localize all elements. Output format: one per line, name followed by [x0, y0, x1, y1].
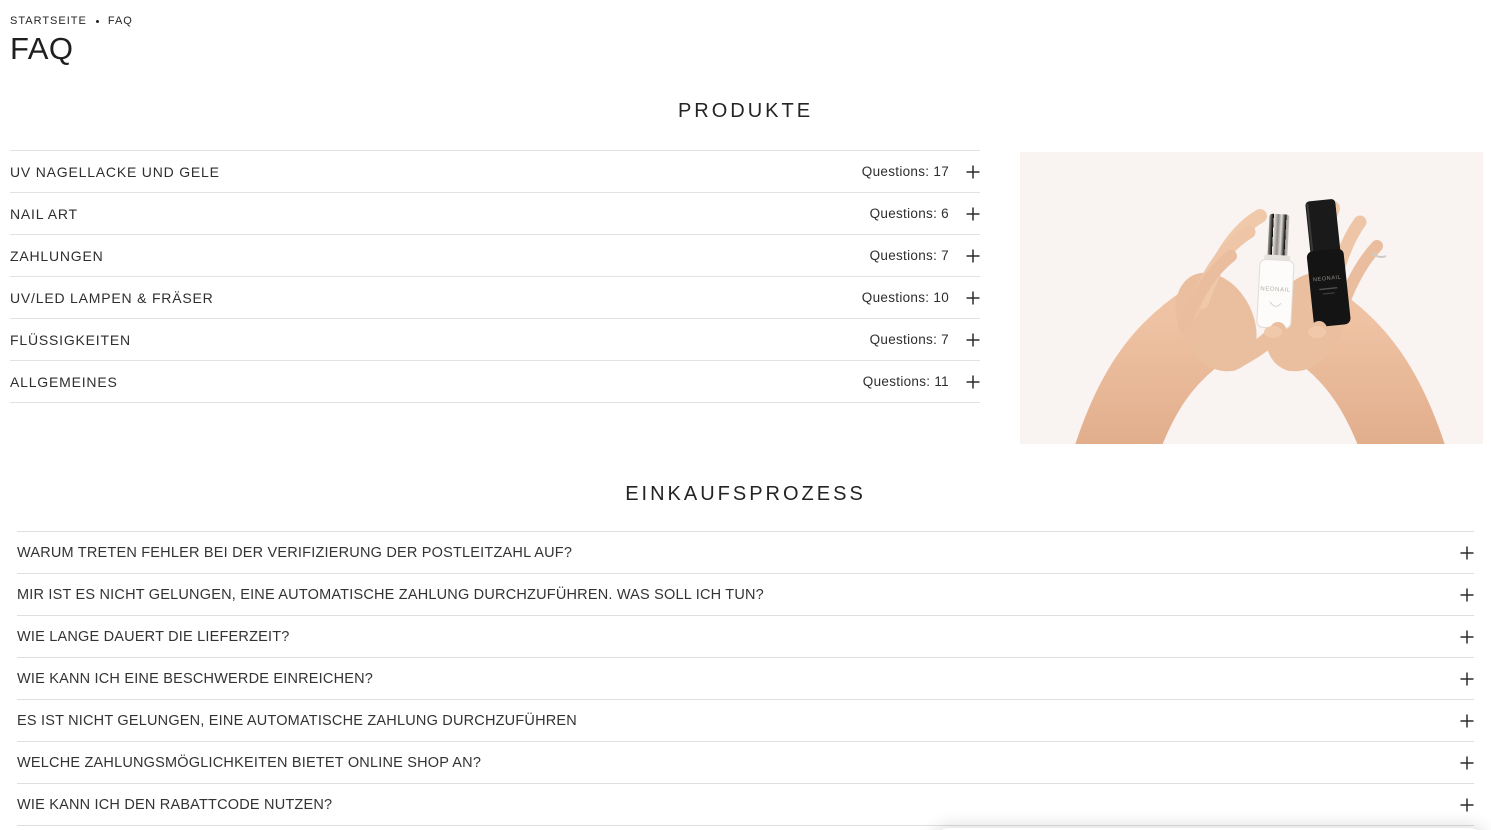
category-label: NAIL ART [10, 205, 78, 222]
expand-plus-icon[interactable] [1460, 672, 1474, 686]
question-count: Questions: 7 [869, 332, 949, 347]
expand-plus-icon[interactable] [1460, 756, 1474, 770]
expand-plus-icon[interactable] [966, 291, 980, 305]
faq-question-row[interactable] [17, 616, 1474, 658]
expand-plus-icon[interactable] [966, 207, 980, 221]
expand-plus-icon[interactable] [966, 165, 980, 179]
faq-question-row[interactable] [17, 784, 1474, 826]
category-label: ZAHLUNGEN [10, 247, 104, 264]
product-image [1020, 152, 1483, 444]
hands-bottles-illustration [1020, 152, 1483, 444]
faq-question-label: WELCHE ZAHLUNGSMÖGLICHKEITEN BIETET ONLINE SHOP AN? [17, 754, 482, 771]
question-count: Questions: 7 [869, 248, 949, 263]
expand-plus-icon[interactable] [966, 249, 980, 263]
category-meta [870, 248, 980, 263]
faq-question-row[interactable] [17, 574, 1474, 616]
question-count: Questions: 17 [861, 164, 949, 179]
faq-question-label: WIE KANN ICH EINE BESCHWERDE EINREICHEN? [17, 670, 374, 687]
category-label: UV/LED LAMPEN & FRÄSER [10, 289, 214, 306]
breadcrumb [10, 15, 1491, 27]
category-row[interactable] [10, 151, 980, 193]
expand-plus-icon[interactable] [1460, 630, 1474, 644]
expand-plus-icon[interactable] [1460, 798, 1474, 812]
category-row[interactable] [10, 193, 980, 235]
faq-question-label: WIE KANN ICH DEN RABATTCODE NUTZEN? [17, 796, 333, 813]
expand-plus-icon[interactable] [1460, 714, 1474, 728]
category-meta [862, 164, 980, 179]
category-meta [862, 290, 980, 305]
expand-plus-icon[interactable] [1460, 546, 1474, 560]
black-bottle-brand-text: NEONAIL [1312, 274, 1342, 284]
faq-question-row[interactable] [17, 700, 1474, 742]
faq-question-label: ES IST NICHT GELUNGEN, EINE AUTOMATISCHE ZAHLUNG DURCHZUFÜHREN [17, 712, 577, 729]
produkte-category-list [10, 150, 980, 403]
category-row[interactable] [10, 361, 980, 403]
category-meta [870, 206, 980, 221]
expand-plus-icon[interactable] [966, 375, 980, 389]
faq-question-label: WIE LANGE DAUERT DIE LIEFERZEIT? [17, 628, 290, 645]
faq-question-row[interactable] [17, 658, 1474, 700]
category-label: FLÜSSIGKEITEN [10, 331, 131, 348]
question-count: Questions: 11 [862, 374, 949, 389]
faq-question-label: MIR IST ES NICHT GELUNGEN, EINE AUTOMATISCHE ZAHLUNG DURCHZUFÜHREN. WAS SOLL ICH TUN? [17, 586, 764, 603]
faq-question-row[interactable] [17, 532, 1474, 574]
category-row[interactable] [10, 277, 980, 319]
expand-plus-icon[interactable] [966, 333, 980, 347]
category-label: UV NAGELLACKE UND GELE [10, 163, 220, 180]
einkaufsprozess-question-list [17, 531, 1474, 826]
page-title: FAQ [10, 31, 74, 66]
category-label: ALLGEMEINES [10, 373, 118, 390]
einkaufsprozess-section-heading: EINKAUFSPROZESS [625, 483, 866, 505]
category-meta [870, 332, 980, 347]
question-count: Questions: 6 [869, 206, 949, 221]
faq-question-label: WARUM TRETEN FEHLER BEI DER VERIFIZIERUNG DER POSTLEITZAHL AUF? [17, 544, 573, 561]
expand-plus-icon[interactable] [1460, 588, 1474, 602]
category-row[interactable] [10, 319, 980, 361]
question-count: Questions: 10 [861, 290, 949, 305]
faq-question-row[interactable] [17, 742, 1474, 784]
white-bottle-brand-text: NEONAIL [1260, 286, 1291, 294]
breadcrumb-home-link[interactable]: STARTSEITE [10, 15, 87, 27]
breadcrumb-separator-icon [96, 20, 99, 23]
category-meta [863, 374, 980, 389]
category-row[interactable] [10, 235, 980, 277]
produkte-section-heading: PRODUKTE [677, 100, 814, 122]
breadcrumb-current: FAQ [107, 15, 133, 27]
produkte-section [0, 150, 1491, 444]
